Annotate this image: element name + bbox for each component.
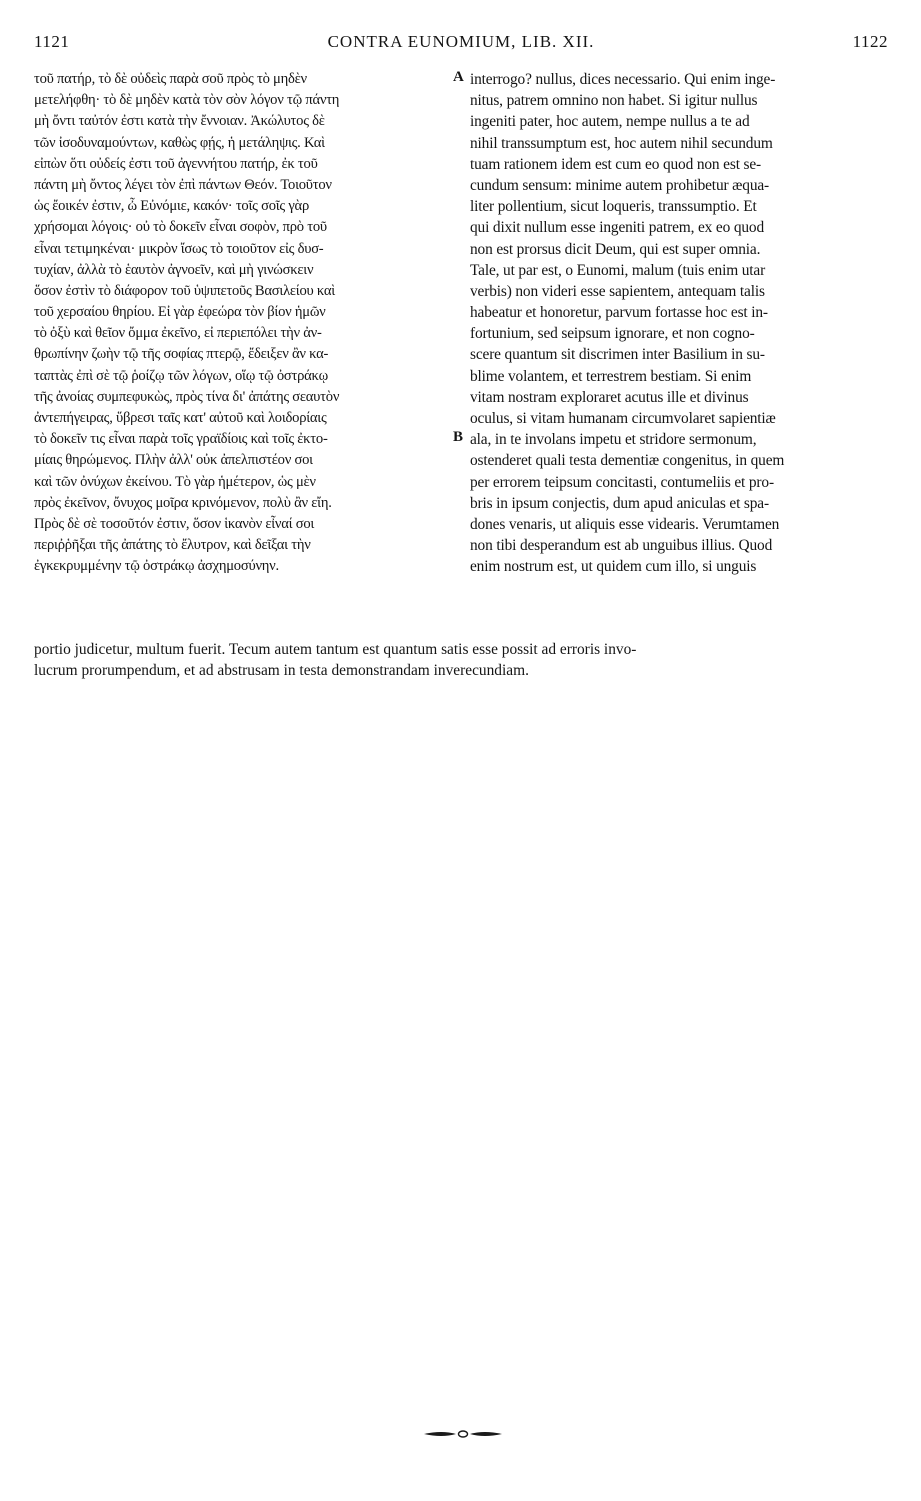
greek-text-line: ὅσον ἐστὶν τὸ διάφορον τοῦ ὑψιπετοῦς Βασιλείου καὶ — [34, 282, 335, 299]
latin-text-line: habeatur et honoretur, parvum fortasse hoc est in- — [470, 304, 768, 322]
latin-text-line: dones venaris, ut aliquis esse videaris. Verumtamen — [470, 515, 780, 533]
latin-text-line: non tibi desperandum est ab unguibus illius. Quod — [470, 537, 773, 555]
greek-text-line: Πρὸς δὲ σὲ τοσοῦτόν ἐστιν, ὅσον ἱκανὸν εἶναί σοι — [34, 515, 315, 532]
latin-text-line: qui dixit nullum esse ingeniti patrem, ex eo quod — [470, 219, 765, 237]
greek-text-line: καὶ τῶν ὀνύχων ἐκείνου. Τὸ γὰρ ἡμέτερον, ὡς μὲν — [34, 473, 316, 490]
latin-column — [470, 69, 886, 578]
latin-text-line: nihil transsumptum est, hoc autem nihil secundum — [470, 134, 773, 152]
latin-text-line: scere quantum sit discrimen inter Basilium in su- — [470, 346, 765, 364]
greek-text-line: ἀντεπήγειρας, ὕβρεσι ταῖς κατ' αὐτοῦ καὶ λοιδορίαις — [34, 410, 327, 426]
latin-text-line: enim nostrum est, ut quidem cum illo, si unguis — [470, 558, 757, 576]
greek-text-line: θρωπίνην ζωὴν τῷ τῆς σοφίας πτερῷ, ἔδειξεν ἂν κα- — [34, 346, 329, 363]
greek-text-line: πάντη μὴ ὄντος λέγει τὸν ἐπὶ πάντων Θεόν. Τοιοῦτον — [34, 176, 332, 193]
latin-text-line: ala, in te involans impetu et stridore sermonum, — [470, 431, 757, 449]
page-number-left: 1121 — [34, 32, 70, 51]
greek-text-line: ὡς ἔοικέν ἐστιν, ὦ Εὐνόμιε, κακόν· τοῖς σοῖς γὰρ — [34, 198, 309, 215]
latin-text-line: lucrum prorumpendum, et ad abstrusam in testa demonstrandam inverecundiam. — [34, 662, 529, 680]
running-head: CONTRA EUNOMIUM, LIB. XII. — [327, 32, 595, 51]
greek-text-line: χρήσομαι λόγοις· οὐ τὸ δοκεῖν εἶναι σοφὸν, πρὸ τοῦ — [34, 219, 327, 236]
greek-text-line: τὸ ὀξὺ καὶ θεῖον ὄμμα ἐκεῖνο, εἰ περιεπόλει τὴν ἀν- — [34, 325, 322, 342]
greek-column — [34, 69, 452, 578]
latin-text-line: ostenderet quali testa dementiæ congenitus, in quem — [470, 452, 785, 470]
margin-letter-b: B — [453, 429, 464, 445]
latin-text-line: oculus, si vitam humanam circumvolaret sapientiæ — [470, 410, 776, 427]
latin-text-line: liter pollentium, sicut loqueris, transsumptio. Et — [470, 198, 757, 216]
page-header — [34, 32, 888, 56]
greek-text-line: τῶν ἰσοδυναμούντων, καθὼς φῄς, ἡ μετάληψις. Καὶ — [34, 134, 325, 151]
greek-text-line: εἶναι τετιμηκέναι· μικρὸν ἴσως τὸ τοιοῦτον εἰς δυσ- — [34, 240, 324, 257]
greek-text-line: τυχίαν, ἀλλὰ τὸ ἑαυτὸν ἀγνοεῖν, καὶ μὴ γινώσκειν — [34, 261, 314, 278]
greek-text-line: τὸ δοκεῖν τις εἶναι παρὰ τοῖς γραϊδίοις καὶ τοῖς ἐκτο- — [34, 431, 328, 448]
latin-text-line: cundum sensum: minime autem prohibetur æqua- — [470, 176, 770, 194]
greek-text-line: ἐγκεκρυμμένην τῷ ὀστράκῳ ἀσχημοσύνην. — [34, 558, 279, 575]
greek-text-line: μετελήφθη· τὸ δὲ μηδὲν κατὰ τὸν σὸν λόγον τῷ πάντη — [34, 92, 340, 109]
greek-text-line: μὴ ὄντι ταὐτόν ἐστι κατὰ τὴν ἔννοιαν. Ἀκώλυτος δὲ — [34, 113, 325, 130]
greek-text-line: μίαις θηρώμενος. Πλὴν ἀλλ' οὐκ ἀπελπιστέον σοι — [34, 452, 313, 469]
greek-text-line: τοῦ χερσαίου θηρίου. Εἰ γὰρ ἐφεώρα τὸν βίον ἡμῶν — [34, 304, 326, 321]
latin-text-line: non est prorsus dicit Deum, qui est super omnia. — [470, 240, 761, 258]
end-ornament — [422, 1428, 504, 1440]
latin-text-line: Tale, ut par est, o Eunomi, malum (tuis enim utar — [470, 261, 766, 279]
greek-text-line: περιῤῥῆξαι τῆς ἀπάτης τὸ ἔλυτρον, καὶ δεῖξαι τὴν — [34, 537, 311, 554]
latin-text-line: bris in ipsum conjectis, dum apud aniculas et spa- — [470, 494, 769, 512]
latin-text-line: nitus, patrem omnino non habet. Si igitur nullus — [470, 92, 758, 110]
latin-text-line: fortunium, sed seipsum ignorare, et non cogno- — [470, 325, 755, 343]
latin-text-line: interrogo? nullus, dices necessario. Qui enim inge- — [470, 71, 776, 88]
latin-text-line: vitam nostram exploraret acutus ille et divinus — [470, 388, 749, 406]
page-number-right: 1122 — [852, 32, 888, 51]
greek-text-line: ταπτὰς ἐπὶ σὲ τῷ ῥοίζῳ τῶν λόγων, οἵῳ τῷ ὀστράκῳ — [34, 367, 329, 384]
latin-text-line: tuam rationem idem est cum eo quod non est se- — [470, 155, 762, 173]
latin-text-line: portio judicetur, multum fuerit. Tecum autem tantum est quantum satis esse possit ad erroris invo- — [34, 641, 637, 658]
latin-text-line: per errorem teipsum concitasti, contumeliis et pro- — [470, 473, 774, 491]
latin-text-line: ingeniti pater, hoc autem, nempe nullus a te ad — [470, 113, 750, 131]
latin-text-line: blime volantem, et terrestrem bestiam. Si enim — [470, 367, 752, 385]
greek-text-line: εἰπὼν ὅτι οὐδείς ἐστι τοῦ ἀγεννήτου πατήρ, ἐκ τοῦ — [34, 155, 318, 172]
margin-letter-a: A — [453, 69, 464, 85]
full-width-paragraph — [34, 639, 888, 681]
greek-text-line: τοῦ πατήρ, τὸ δὲ οὐδεὶς παρὰ σοῦ πρὸς τὸ μηδὲν — [34, 71, 307, 87]
latin-text-line: verbis) non videri esse sapientem, antequam talis — [470, 282, 765, 300]
greek-text-line: πρὸς ἐκεῖνον, ὄνυχος μοῖρα κρινόμενον, πολὺ ἂν εἴη. — [34, 494, 332, 511]
greek-text-line: τῆς ἀνοίας συμπεφυκὼς, πρὸς τίνα δι' ἀπάτης σεαυτὸν — [34, 388, 340, 405]
